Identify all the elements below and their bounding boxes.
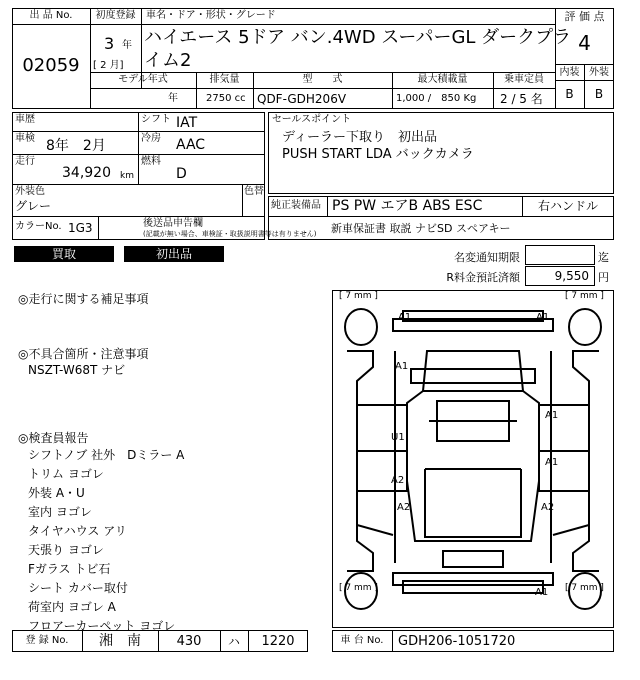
first-reg-label: 初度登録 <box>95 10 136 21</box>
defects-title: ◎不具合箇所・注意事項 <box>18 347 149 361</box>
color-change-label: 色替 <box>244 186 264 197</box>
ac-label: 冷房 <box>141 133 161 144</box>
interior-label: 内装 <box>559 67 580 78</box>
tread-top-right: [ 7 mm ] <box>565 291 604 301</box>
exterior-label: 外装 <box>589 67 609 78</box>
inspector-report-line: シフトノブ 社外 Dミラー A <box>28 448 185 462</box>
displacement-value: 2750 cc <box>206 93 246 104</box>
rating-label: 評 価 点 <box>564 10 605 23</box>
history-label: 車歴 <box>15 114 35 125</box>
buy-badge: 買取 <box>14 246 114 262</box>
color-code-label: カラーNo. <box>15 221 62 232</box>
sales-point-line1: ディーラー下取り 初出品 <box>282 130 437 145</box>
type-value: QDF-GDH206V <box>257 92 347 106</box>
mileage-unit: km <box>120 171 134 181</box>
fuel-label: 燃料 <box>141 156 161 167</box>
fuel-value: D <box>176 166 187 182</box>
reg-class: 430 <box>176 634 202 649</box>
damage-mark: A2 <box>397 502 411 513</box>
damage-mark: A1 <box>535 587 549 598</box>
exterior-grade: B <box>594 87 604 101</box>
mileage-value: 34,920 <box>62 165 111 181</box>
lot-number: 02059 <box>22 55 80 76</box>
model-year-value: 年 <box>168 93 178 104</box>
reg-month: [ 2 月] <box>93 60 124 71</box>
ac-value: AAC <box>176 137 206 153</box>
mileage-label: 走行 <box>15 156 35 167</box>
sales-point-line2: PUSH START LDA バックカメラ <box>282 147 474 162</box>
name-change-field <box>525 245 595 265</box>
inspector-title: ◎検査員報告 <box>18 431 89 445</box>
damage-mark: A1 <box>395 361 409 372</box>
inspection-diagram <box>332 290 614 628</box>
inspector-report-line: シート カバー取付 <box>28 581 128 595</box>
inspection-label: 車検 <box>15 133 35 144</box>
inspector-report-line: フロアーカーペット ヨゴレ <box>28 619 176 633</box>
displacement-label: 排気量 <box>209 74 240 85</box>
tread-bottom-left: [ 7 mm ] <box>339 583 378 593</box>
equipment-label: 純正装備品 <box>271 200 321 211</box>
type-label: 型 式 <box>302 74 343 85</box>
color-code-value: 1G3 <box>68 221 93 235</box>
capacity-label: 乗車定員 <box>504 74 544 85</box>
reg-kana: ハ <box>227 635 240 649</box>
capacity-value: 2 / 5 名 <box>500 92 543 106</box>
max-load-label: 最大積載量 <box>417 74 468 85</box>
defects-line1: NSZT-W68T ナビ <box>28 363 126 377</box>
recycle-unit: 円 <box>598 271 609 284</box>
ext-color-value: グレー <box>15 199 52 213</box>
damage-mark: A1 <box>545 457 559 468</box>
reg-area: 湘 南 <box>99 633 141 649</box>
lot-label: 出 品 No. <box>29 10 73 21</box>
post-sale-note: (記載が無い場合、車検証・取扱説明書等は有りません) <box>143 230 317 238</box>
damage-mark: A1 <box>545 410 559 421</box>
damage-mark: U1 <box>391 432 405 443</box>
shift-label: シフト <box>141 114 171 125</box>
ext-color-label: 外装色 <box>15 186 45 197</box>
chassis-label: 車 台 No. <box>340 635 384 646</box>
inspection-value: 8年 2月 <box>46 138 106 154</box>
equipment-value: PS PW エアB ABS ESC <box>332 198 483 214</box>
damage-mark: A1 <box>536 312 550 323</box>
rating-value: 4 <box>578 31 591 55</box>
inspector-report-line: Fガラス トビ石 <box>28 562 111 576</box>
documents-value: 新車保証書 取説 ナビSD スペアキー <box>331 222 511 235</box>
recycle-value: 9,550 <box>554 269 589 283</box>
damage-mark: A1 <box>398 312 412 323</box>
steering-value: 右ハンドル <box>537 199 598 213</box>
tread-top-left: [ 7 mm ] <box>339 291 378 301</box>
name-change-suffix: 迄 <box>598 251 609 264</box>
shift-value: IAT <box>176 115 198 131</box>
van-outline <box>333 291 613 627</box>
interior-grade: B <box>565 87 574 101</box>
reg-label: 登 録 No. <box>25 635 69 646</box>
inspector-report-line: 荷室内 ヨゴレ A <box>28 600 116 614</box>
tread-bottom-right: [ 7 mm ] <box>565 583 604 593</box>
model-year-label: モデル年式 <box>118 74 168 85</box>
post-sale-label: 後送品申告欄 <box>143 218 203 229</box>
damage-mark: A2 <box>541 502 555 513</box>
car-desc-label: 車名・ドア・形状・グレード <box>146 10 276 21</box>
chassis-value: GDH206-1051720 <box>398 634 516 649</box>
max-load-value: 1,000 / 850 Kg <box>396 93 477 104</box>
reg-year-number: 3 <box>104 34 115 53</box>
inspector-report-line: 室内 ヨゴレ <box>28 505 92 519</box>
sales-point-label: セールスポイント <box>272 114 352 125</box>
driving-notes-title: ◎走行に関する補足事項 <box>18 292 149 306</box>
reg-number: 1220 <box>261 634 295 649</box>
name-change-label: 名変通知期限 <box>454 251 520 264</box>
first-listing-badge: 初出品 <box>124 246 224 262</box>
inspector-report-line: タイヤハウス アリ <box>28 524 127 538</box>
inspector-report-line: トリム ヨゴレ <box>28 467 104 481</box>
inspector-report-line: 天張り ヨゴレ <box>28 543 104 557</box>
car-name-line2: イム2 <box>144 50 192 71</box>
inspector-report-line: 外装 A・U <box>28 486 85 500</box>
damage-mark: A2 <box>391 475 405 486</box>
recycle-label: R料金預託済額 <box>446 271 520 284</box>
reg-year-suffix: 年 <box>122 40 132 51</box>
car-name-line1: ハイエース 5ドア バン.4WD スーパーGL ダークプラ <box>144 27 572 48</box>
